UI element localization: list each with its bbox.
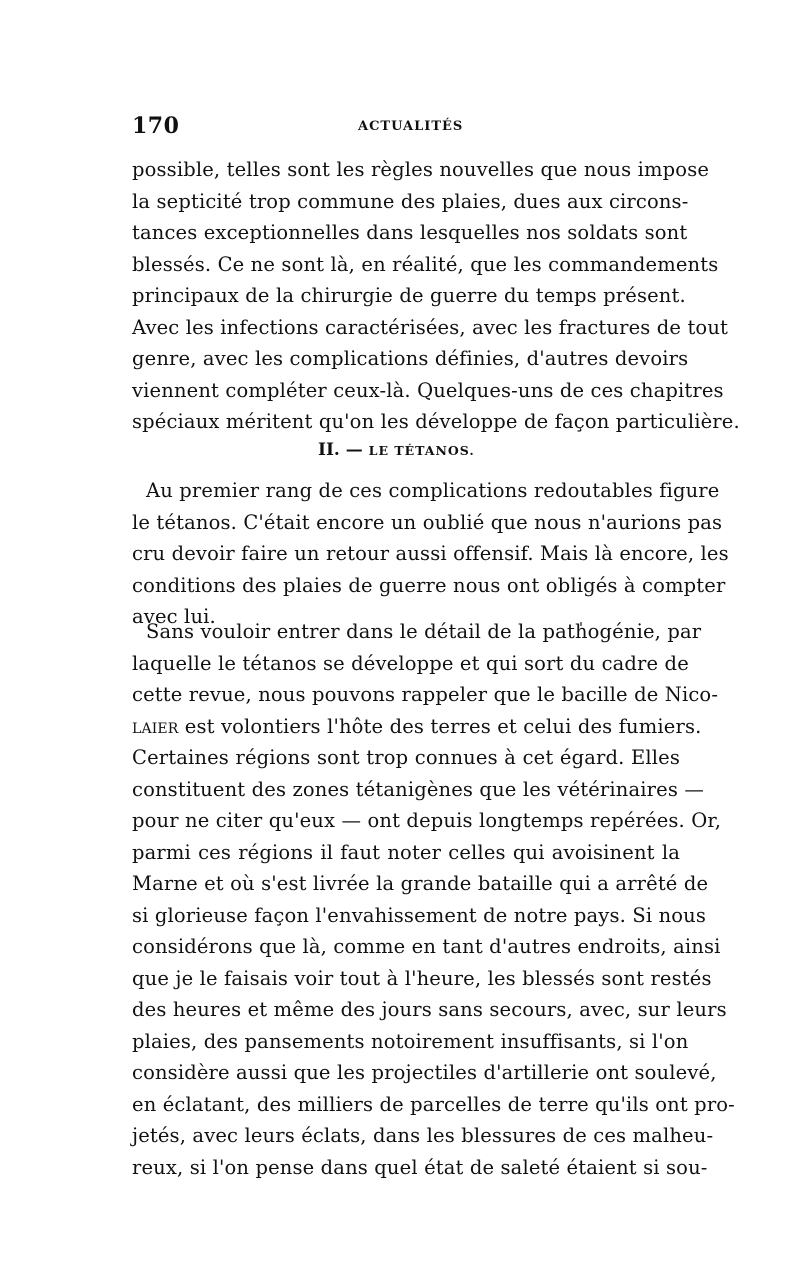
author-name: laier bbox=[132, 714, 179, 738]
text-line: principaux de la chirurgie de guerre du temps présent. bbox=[132, 284, 686, 307]
text-line: tances exceptionnelles dans lesquelles nos soldats sont bbox=[132, 221, 688, 244]
text-line: considérons que là, comme en tant d'autres endroits, ainsi bbox=[132, 935, 721, 958]
paragraph-3 bbox=[132, 616, 735, 1183]
page-header bbox=[132, 113, 680, 143]
text-line: Marne et où s'est livrée la grande bataille qui a arrêté de bbox=[132, 872, 709, 895]
text-line: conditions des plaies de guerre nous ont obligés à compter bbox=[132, 573, 726, 597]
text-line: viennent compléter ceux-là. Quelques-uns de ces chapitres bbox=[132, 378, 724, 402]
text-line: reux, si l'on pense dans quel état de saleté étaient si sou- bbox=[132, 1155, 708, 1179]
text-line: plaies, des pansements notoirement insuffisants, si l'on bbox=[132, 1029, 689, 1053]
text-line: cette revue, nous pouvons rappeler que le bacille de Nico- bbox=[132, 683, 719, 706]
paragraph-2 bbox=[132, 475, 729, 633]
text-line: cru devoir faire un retour aussi offensif. Mais là encore, les bbox=[132, 542, 729, 565]
text-line: Au premier rang de ces complications redoutables figure bbox=[146, 479, 720, 502]
text-line: pour ne citer qu'eux — ont depuis longtemps repérées. Or, bbox=[132, 809, 722, 832]
text-line: des heures et même des jours sans secours, avec, sur leurs bbox=[132, 998, 727, 1021]
text-line: avec lui. bbox=[132, 605, 216, 628]
text-line: le tétanos. C'était encore un oublié que nous n'aurions pas bbox=[132, 510, 723, 534]
page-number: 170 bbox=[132, 113, 180, 139]
text-line: Sans vouloir entrer dans le détail de la pathogénie, par bbox=[146, 620, 702, 643]
section-title: LE TÉTANOS. bbox=[368, 443, 475, 458]
text-line: parmi ces régions il faut noter celles qui avoisinent la bbox=[132, 840, 680, 864]
text-line bbox=[132, 711, 702, 743]
section-number: II. — bbox=[318, 440, 363, 460]
paragraph-1 bbox=[132, 154, 740, 438]
text-line: blessés. Ce ne sont là, en réalité, que les commandements bbox=[132, 252, 719, 276]
running-title: ACTUALITÉS bbox=[358, 119, 464, 134]
text-line: que je le faisais voir tout à l'heure, les blessés sont restés bbox=[132, 966, 712, 990]
text-line: jetés, avec leurs éclats, dans les blessures de ces malheu- bbox=[132, 1124, 714, 1147]
text-line: possible, telles sont les règles nouvelles que nous impose bbox=[132, 158, 710, 181]
text-line: considère aussi que les projectiles d'artillerie ont soulevé, bbox=[132, 1061, 717, 1084]
text-line: Avec les infections caractérisées, avec les fractures de tout bbox=[132, 315, 729, 339]
text-line: laquelle le tétanos se développe et qui sort du cadre de bbox=[132, 651, 689, 675]
text-line: constituent des zones tétanigènes que les vétérinaires — bbox=[132, 777, 704, 801]
text-fragment: est volontiers l'hôte des terres et celui des fumiers. bbox=[178, 714, 702, 738]
text-line: en éclatant, des milliers de parcelles de terre qu'ils ont pro- bbox=[132, 1092, 735, 1116]
text-line: Certaines régions sont trop connues à cet égard. Elles bbox=[132, 746, 680, 769]
section-heading bbox=[318, 440, 475, 460]
text-line: genre, avec les complications définies, d'autres devoirs bbox=[132, 347, 689, 370]
text-line: spéciaux méritent qu'on les développe de façon particulière. bbox=[132, 410, 740, 433]
text-line: la septicité trop commune des plaies, dues aux circons- bbox=[132, 189, 689, 213]
text-line: si glorieuse façon l'envahissement de notre pays. Si nous bbox=[132, 903, 707, 927]
